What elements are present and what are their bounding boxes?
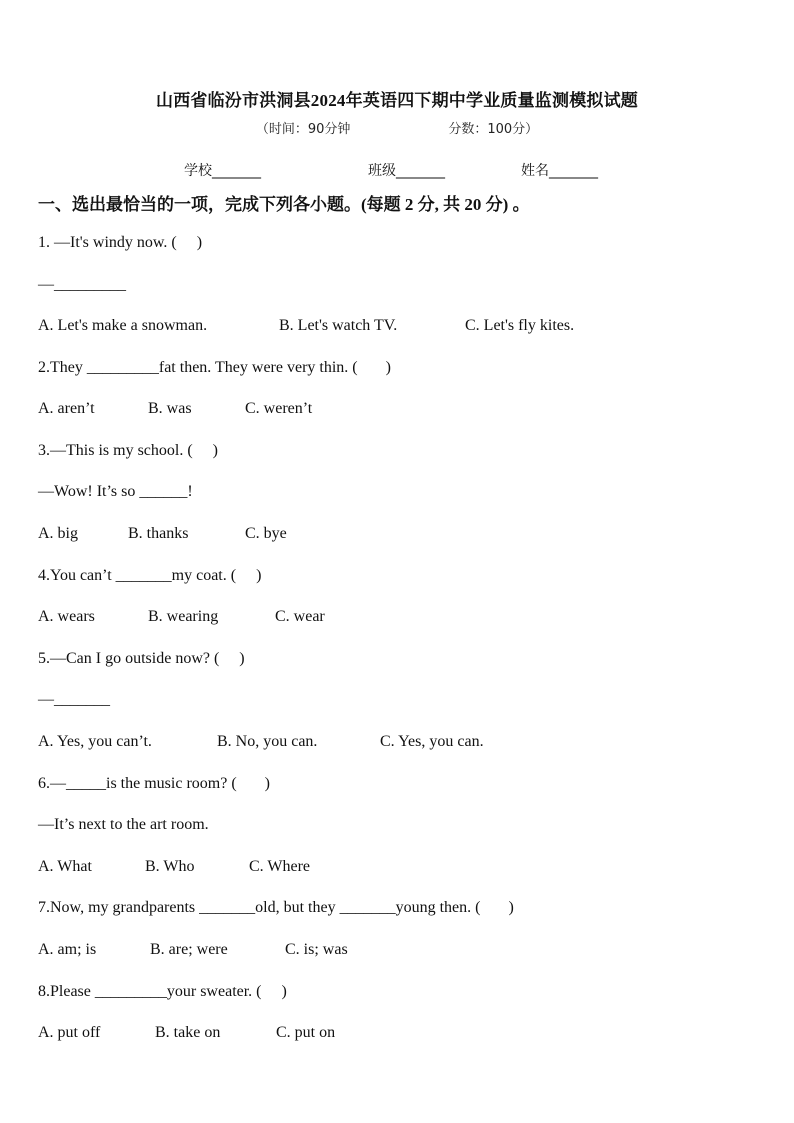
question-3-option-c[interactable]: C. bye: [245, 525, 287, 542]
exam-score: 分数：100分）: [448, 122, 539, 137]
question-8-option-a[interactable]: A. put off: [38, 1024, 101, 1041]
question-6-option-c[interactable]: C. Where: [249, 858, 311, 875]
question-6-option-b[interactable]: B. Who: [145, 858, 195, 875]
question-7-option-b[interactable]: B. are; were: [150, 941, 228, 958]
question-8-stem: 8.Please _________your sweater. ( ): [38, 983, 287, 1000]
question-5-option-a[interactable]: A. Yes, you can’t.: [38, 733, 152, 750]
question-2-option-b[interactable]: B. was: [148, 400, 192, 417]
question-2-option-c[interactable]: C. weren’t: [245, 400, 313, 417]
exam-time: （时间：90分钟: [255, 122, 351, 137]
question-5-option-b[interactable]: B. No, you can.: [217, 733, 318, 750]
question-6-option-a[interactable]: A. What: [38, 858, 92, 875]
question-2-stem: 2.They _________fat then. They were very thin. ( ): [38, 359, 391, 376]
question-6-answer-line: —It’s next to the art room.: [38, 816, 209, 833]
question-3-answer-line: —Wow! It’s so ______!: [38, 483, 193, 500]
question-6-stem: 6.—_____is the music room? ( ): [38, 775, 270, 792]
question-1-stem: 1. —It's windy now. ( ): [38, 234, 203, 251]
question-7-option-c[interactable]: C. is; was: [285, 941, 348, 958]
question-8-option-c[interactable]: C. put on: [276, 1024, 336, 1041]
school-field: 学校_______: [184, 163, 261, 179]
question-4-stem: 4.You can’t _______my coat. ( ): [38, 567, 262, 584]
class-field: 班级_______: [368, 163, 445, 179]
question-7-option-a[interactable]: A. am; is: [38, 941, 97, 958]
exam-subtitle: [0, 118, 794, 137]
question-5-answer-line: —_______: [38, 691, 110, 708]
question-3-option-b[interactable]: B. thanks: [128, 525, 189, 542]
question-5-option-c[interactable]: C. Yes, you can.: [380, 733, 484, 750]
question-2-option-a[interactable]: A. aren’t: [38, 400, 95, 417]
question-1-answer-line: —_________: [38, 276, 126, 293]
question-3-stem: 3.—This is my school. ( ): [38, 442, 218, 459]
question-7-stem: 7.Now, my grandparents _______old, but they _______young then. ( ): [38, 899, 514, 916]
question-1-option-c[interactable]: C. Let's fly kites.: [465, 317, 575, 334]
question-4-option-c[interactable]: C. wear: [275, 608, 325, 625]
question-1-option-b[interactable]: B. Let's watch TV.: [279, 317, 398, 334]
question-4-option-b[interactable]: B. wearing: [148, 608, 219, 625]
question-8-option-b[interactable]: B. take on: [155, 1024, 221, 1041]
question-3-option-a[interactable]: A. big: [38, 525, 78, 542]
name-field: 姓名_______: [521, 163, 598, 179]
question-1-option-a[interactable]: A. Let's make a snowman.: [38, 317, 208, 334]
section-heading: 一、选出最恰当的一项，完成下列各小题。(每题 2 分, 共 20 分) 。: [38, 195, 530, 214]
exam-title: 山西省临汾市洪洞县2024年英语四下期中学业质量监测模拟试题: [156, 91, 638, 110]
question-4-option-a[interactable]: A. wears: [38, 608, 95, 625]
question-5-stem: 5.—Can I go outside now? ( ): [38, 650, 245, 667]
